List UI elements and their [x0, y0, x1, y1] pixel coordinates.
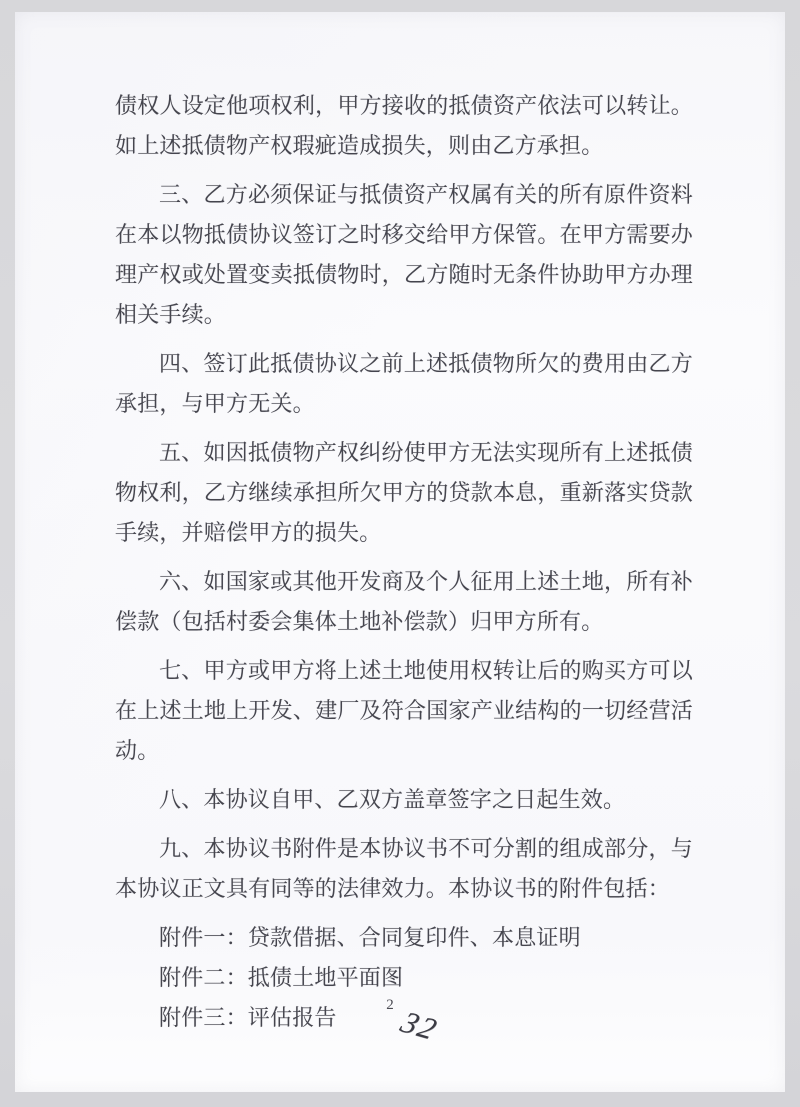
- contract-paragraph: 债权人设定他项权利，甲方接收的抵债资产依法可以转让。如上述抵债物产权瑕疵造成损失，则由乙方承担。: [115, 93, 693, 158]
- contract-paragraph: 附件二：抵债土地平面图: [159, 965, 404, 990]
- contract-paragraph: 七、甲方或甲方将上述土地使用权转让后的购买方可以在上述土地上开发、建厂及符合国家产业结构的一切经营活动。: [115, 658, 693, 763]
- contract-paragraph: 附件三：评估报告: [159, 1005, 337, 1030]
- contract-paragraph: 六、如国家或其他开发商及个人征用上述土地，所有补偿款（包括村委会集体土地补偿款）归甲方所有。: [115, 569, 693, 634]
- contract-paragraph: 九、本协议书附件是本协议书不可分割的组成部分，与本协议正文具有同等的法律效力。本协议书的附件包括：: [115, 836, 693, 901]
- contract-paragraph: 三、乙方必须保证与抵债资产权属有关的所有原件资料在本以物抵债协议签订之时移交给甲方保管。在甲方需要办理产权或处置变卖抵债物时，乙方随时无条件协助甲方办理相关手续。: [115, 182, 693, 327]
- page-number: 2: [386, 997, 394, 1013]
- page-footer: [15, 996, 785, 1066]
- contract-paragraph: 八、本协议自甲、乙双方盖章签字之日起生效。: [159, 787, 626, 812]
- handwritten-page-number: 32: [395, 1004, 444, 1047]
- contract-paragraph: 五、如因抵债物产权纠纷使甲方无法实现所有上述抵债物权利，乙方继续承担所欠甲方的贷款本息，重新落实贷款手续，并赔偿甲方的损失。: [115, 440, 693, 545]
- document-page: [15, 12, 785, 1092]
- contract-paragraph: 附件一：贷款借据、合同复印件、本息证明: [159, 925, 581, 950]
- contract-body: [115, 86, 693, 1038]
- contract-paragraph: 四、签订此抵债协议之前上述抵债物所欠的费用由乙方承担，与甲方无关。: [115, 351, 693, 416]
